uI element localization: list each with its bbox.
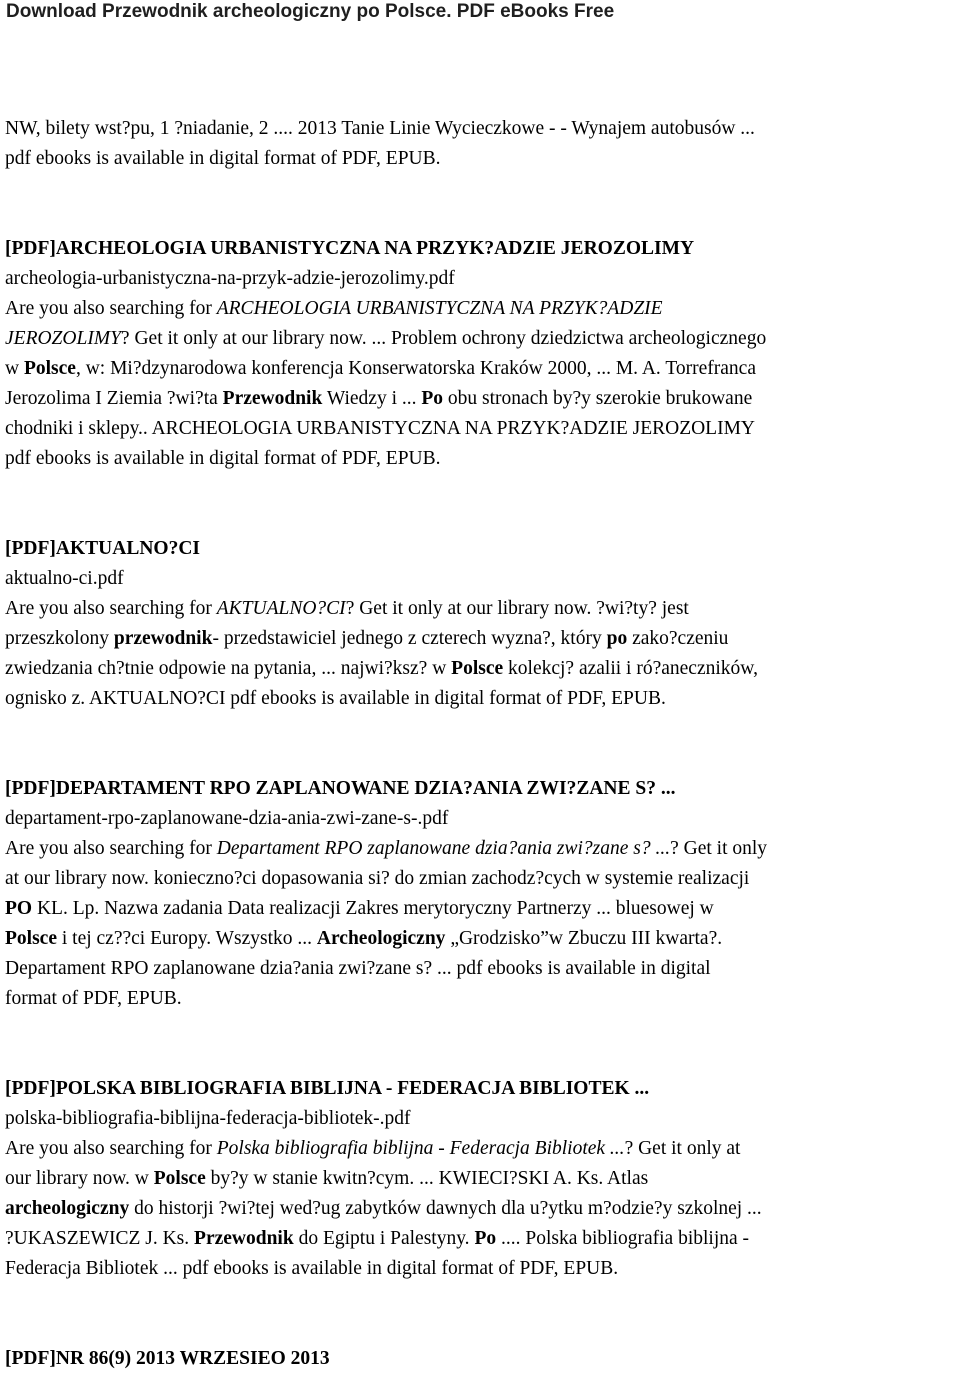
- snippet-line: [5, 654, 955, 684]
- snippet-line: [5, 894, 955, 924]
- snippet-text: zwiedzania ch?tnie odpowie na pytania, ... najwi?ksz? w: [5, 658, 452, 679]
- result-snippet: [5, 294, 955, 474]
- result-title-link[interactable]: [PDF]AKTUALNO?CI: [5, 538, 200, 559]
- result-title-link[interactable]: [PDF]NR 86(9) 2013 WRZESIEO 2013: [5, 1348, 330, 1369]
- result-item: [5, 1344, 955, 1374]
- snippet-text: , w: Mi?dzynarodowa konferencja Konserwatorska Kraków 2000, ... M. A. Torrefranca: [75, 358, 756, 379]
- snippet-text: by?y w stanie kwitn?cym. ... KWIECI?SKI A. Ks. Atlas: [205, 1168, 649, 1189]
- result-title-link[interactable]: [PDF]ARCHEOLOGIA URBANISTYCZNA NA PRZYK?ADZIE JEROZOLIMY: [5, 238, 695, 259]
- query-title: Departament RPO zaplanowane dzia?ania zwi?zane s? ...: [216, 838, 671, 859]
- snippet-text: KL. Lp. Nazwa zadania Data realizacji Zakres merytoryczny Partnerzy ... bluesowej w: [32, 898, 714, 919]
- result-item: [5, 1074, 955, 1284]
- snippet-text: zako?czeniu: [627, 628, 729, 649]
- result-item: [5, 234, 955, 474]
- result-filename: archeologia-urbanistyczna-na-przyk-adzie-jerozolimy.pdf: [5, 268, 455, 289]
- snippet-text: kolekcj? azalii i ró?aneczników,: [503, 658, 758, 679]
- snippet-text: ? Get it only at: [624, 1138, 741, 1159]
- snippet-line: [5, 684, 955, 714]
- snippet-text: „Grodzisko”w Zbuczu III kwarta?.: [445, 928, 723, 949]
- snippet-line: [5, 594, 955, 624]
- snippet-text: Are you also searching for: [5, 838, 217, 859]
- results-list: [5, 114, 955, 1374]
- keyword-highlight: przewodnik: [113, 628, 213, 649]
- snippet-text: pdf ebooks is available in digital format of PDF, EPUB.: [5, 448, 441, 469]
- keyword-highlight: Przewodnik: [194, 1228, 294, 1249]
- intro-line: pdf ebooks is available in digital format of PDF, EPUB.: [5, 148, 441, 169]
- snippet-text: our library now. w: [5, 1168, 154, 1189]
- snippet-text: Wiedzy i ...: [322, 388, 422, 409]
- result-item: [5, 774, 955, 1014]
- snippet-text: .... Polska bibliografia biblijna -: [496, 1228, 750, 1249]
- page-title: Download Przewodnik archeologiczny po Polsce. PDF eBooks Free: [6, 1, 615, 22]
- keyword-highlight: archeologiczny: [5, 1198, 130, 1219]
- keyword-highlight: po: [606, 628, 628, 649]
- snippet-text: Departament RPO zaplanowane dzia?ania zwi?zane s? ... pdf ebooks is available in digital: [5, 958, 711, 979]
- snippet-text: do Egiptu i Palestyny.: [293, 1228, 475, 1249]
- snippet-text: ?UKASZEWICZ J. Ks.: [5, 1228, 195, 1249]
- snippet-text: Jerozolima I Ziemia ?wi?ta: [5, 388, 223, 409]
- snippet-text: ? Get it only at our library now. ... Problem ochrony dziedzictwa archeologicznego: [120, 328, 767, 349]
- snippet-line: [5, 1194, 955, 1224]
- query-title: AKTUALNO?CI: [216, 598, 346, 619]
- keyword-highlight: Polsce: [23, 358, 76, 379]
- snippet-text: ? Get it only: [670, 838, 768, 859]
- snippet-line: [5, 354, 955, 384]
- snippet-line: [5, 834, 955, 864]
- result-title-link[interactable]: [PDF]POLSKA BIBLIOGRAFIA BIBLIJNA - FEDERACJA BIBLIOTEK ...: [5, 1078, 650, 1099]
- intro-snippet: [5, 114, 955, 174]
- snippet-line: [5, 324, 955, 354]
- result-snippet: [5, 834, 955, 1014]
- snippet-text: obu stronach by?y szerokie brukowane: [443, 388, 753, 409]
- snippet-line: [5, 924, 955, 954]
- keyword-highlight: Po: [421, 388, 444, 409]
- keyword-highlight: Polsce: [5, 928, 57, 949]
- snippet-line: [5, 1224, 955, 1254]
- snippet-text: ognisko z. AKTUALNO?CI pdf ebooks is available in digital format of PDF, EPUB.: [5, 688, 666, 709]
- snippet-text: przeszkolony: [5, 628, 114, 649]
- keyword-highlight: Archeologiczny: [316, 928, 446, 949]
- keyword-highlight: PO: [5, 898, 33, 919]
- keyword-highlight: Po: [474, 1228, 497, 1249]
- snippet-text: ? Get it only at our library now. ?wi?ty? jest: [345, 598, 689, 619]
- snippet-line: [5, 864, 955, 894]
- query-title: ARCHEOLOGIA URBANISTYCZNA NA PRZYK?ADZIE: [216, 298, 663, 319]
- snippet-text: format of PDF, EPUB.: [5, 988, 182, 1009]
- snippet-text: w: [5, 358, 24, 379]
- snippet-text: do historji ?wi?tej wed?ug zabytków dawnych dla u?ytku m?odzie?y szkolnej ...: [129, 1198, 762, 1219]
- keyword-highlight: Polsce: [451, 658, 504, 679]
- snippet-line: [5, 1134, 955, 1164]
- snippet-line: [5, 954, 955, 984]
- keyword-highlight: Polsce: [153, 1168, 206, 1189]
- snippet-text: Are you also searching for: [5, 598, 217, 619]
- intro-line: NW, bilety wst?pu, 1 ?niadanie, 2 .... 2013 Tanie Linie Wycieczkowe - - Wynajem autobusów ...: [5, 118, 755, 139]
- result-title-link[interactable]: [PDF]DEPARTAMENT RPO ZAPLANOWANE DZIA?ANIA ZWI?ZANE S? ...: [5, 778, 676, 799]
- snippet-text: i tej cz??ci Europy. Wszystko ...: [56, 928, 317, 949]
- snippet-line: [5, 1164, 955, 1194]
- result-snippet: [5, 594, 955, 714]
- snippet-line: [5, 294, 955, 324]
- snippet-line: [5, 1254, 955, 1284]
- query-title: JEROZOLIMY: [5, 328, 121, 349]
- snippet-line: [5, 414, 955, 444]
- result-filename: polska-bibliografia-biblijna-federacja-bibliotek-.pdf: [5, 1108, 411, 1129]
- query-title: Polska bibliografia biblijna - Federacja Bibliotek ...: [216, 1138, 625, 1159]
- snippet-text: - przedstawiciel jednego z czterech wyzna?, który: [212, 628, 607, 649]
- result-snippet: [5, 1134, 955, 1284]
- snippet-line: [5, 384, 955, 414]
- result-filename: aktualno-ci.pdf: [5, 568, 124, 589]
- snippet-text: Federacja Bibliotek ... pdf ebooks is available in digital format of PDF, EPUB.: [5, 1258, 619, 1279]
- page-header: [0, 0, 960, 24]
- snippet-line: [5, 444, 955, 474]
- result-item: [5, 534, 955, 714]
- snippet-text: Are you also searching for: [5, 298, 217, 319]
- result-filename: departament-rpo-zaplanowane-dzia-ania-zwi-zane-s-.pdf: [5, 808, 449, 829]
- snippet-line: [5, 624, 955, 654]
- keyword-highlight: Przewodnik: [222, 388, 323, 409]
- snippet-text: at our library now. konieczno?ci dopasowania si? do zmian zachodz?cych w systemie realizacji: [5, 868, 750, 889]
- snippet-text: chodniki i sklepy.. ARCHEOLOGIA URBANISTYCZNA NA PRZYK?ADZIE JEROZOLIMY: [5, 418, 756, 439]
- snippet-line: [5, 984, 955, 1014]
- snippet-text: Are you also searching for: [5, 1138, 217, 1159]
